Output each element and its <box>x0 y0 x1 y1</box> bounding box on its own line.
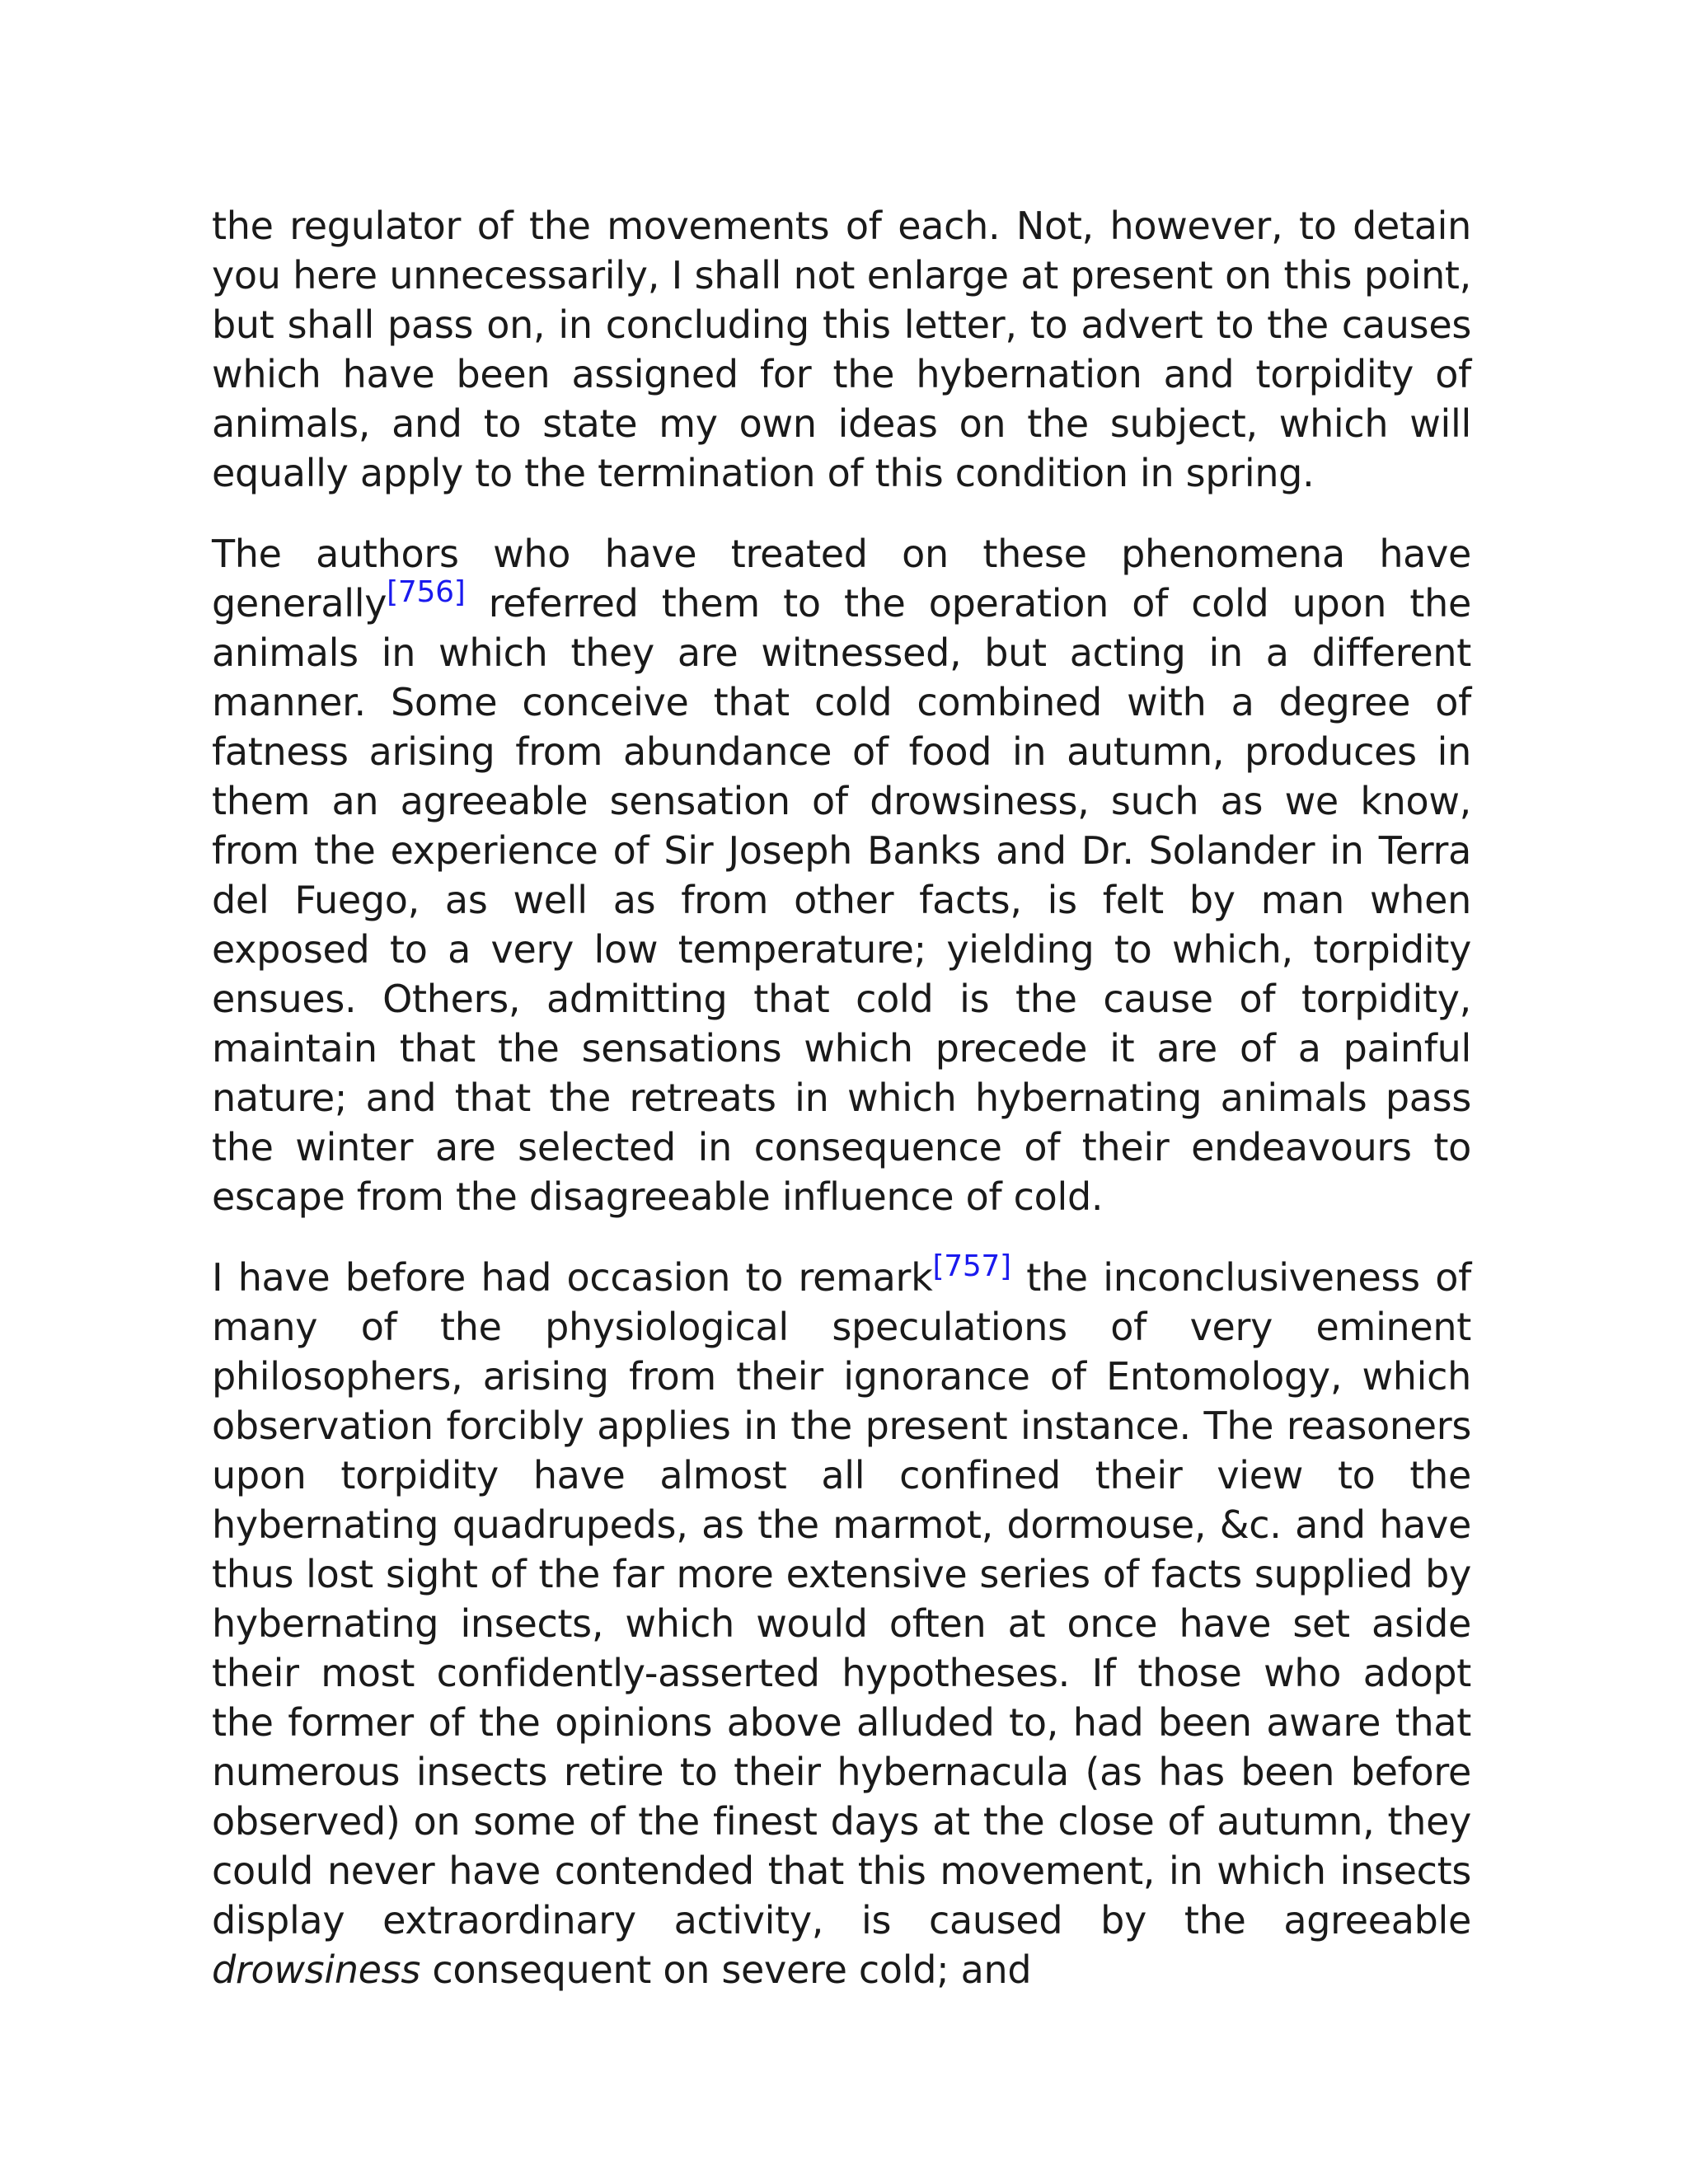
paragraph-2-text-rest: referred them to the operation of cold upon the animals in which they are witnessed, but acting in a different manner. Some conceive that cold combined with a degree of fatness arising from abundance of food in autumn, produces in them an agreeable sensation of drowsiness, such as we know, from the experience of Sir Joseph Banks and Dr. Solander in Terra del Fuego, as well as from other facts, is felt by man when exposed to a very low temperature; yielding to which, torpidity ensues. Others, admitting that cold is the cause of torpidity, maintain that the sensations which precede it are of a painful nature; and that the retreats in which hybernating animals pass the winter are selected in consequence of their endeavours to escape from the disagreeable influence of cold. <box>212 581 1471 1219</box>
paragraph-3-text-middle: the inconclusiveness of many of the physiological speculations of very eminent philosophers, arising from their ignorance of Entomology, which observation forcibly applies in the present instance. The reasoners upon torpidity have almost all confined their view to the hybernating quadrupeds, as the marmot, dormouse, &c. and have thus lost sight of the far more extensive series of facts supplied by hybernating insects, which would often at once have set aside their most confidently-asserted hypotheses. If those who adopt the former of the opinions above alluded to, had been aware that numerous insects retire to their hybernacula (as has been before observed) on some of the finest days at the close of autumn, they could never have contended that this movement, in which insects display extraordinary activity, is caused by the agreeable <box>212 1255 1471 1943</box>
footnote-link-757[interactable]: [757] <box>932 1249 1011 1283</box>
paragraph-3-text-start: I have before had occasion to remark <box>212 1255 933 1300</box>
paragraph-3 <box>212 1249 1471 1994</box>
paragraph-2-text-start: The authors who have treated on these phenomena have generally <box>212 532 1471 626</box>
emphasized-word: drowsiness <box>212 1947 421 1992</box>
document-page <box>212 201 1471 2026</box>
paragraph-1-text: the regulator of the movements of each. Not, however, to detain you here unnecessarily, I shall not enlarge at present on this point, but shall pass on, in concluding this letter, to advert to the causes which have been assigned for the hybernation and torpidity of animals, and to state my own ideas on the subject, which will equally apply to the termination of this condition in spring. <box>212 204 1471 495</box>
paragraph-3-text-end: consequent on severe cold; and <box>420 1947 1032 1992</box>
paragraph-1 <box>212 201 1471 498</box>
footnote-link-756[interactable]: [756] <box>387 575 466 609</box>
paragraph-2 <box>212 529 1471 1221</box>
